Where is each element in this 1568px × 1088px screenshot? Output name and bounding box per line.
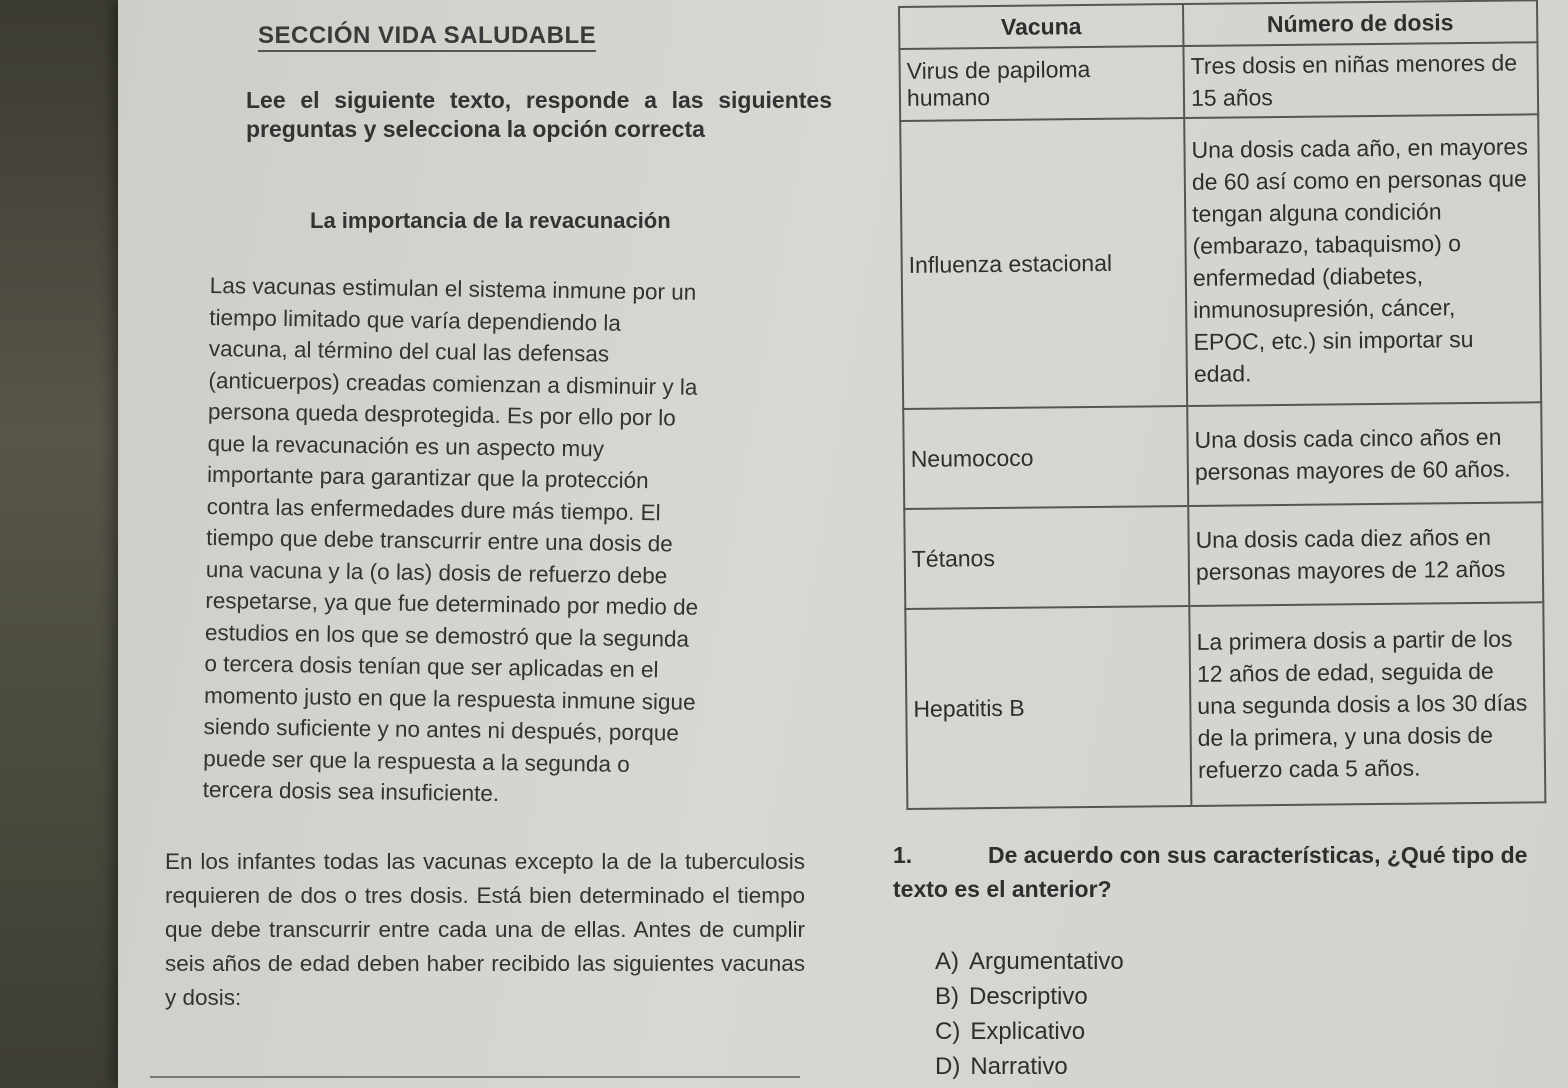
option-c[interactable] [935, 1014, 1124, 1049]
option-b[interactable] [935, 979, 1124, 1014]
option-letter: A) [935, 948, 959, 975]
column-header-dosis: Número de dosis [1183, 0, 1537, 46]
option-text: Descriptivo [969, 983, 1088, 1010]
option-a[interactable] [935, 944, 1124, 979]
dose-cell: Una dosis cada año, en mayores de 60 así como en personas que tengan alguna condición (embarazo, tabaquismo) o enfermedad (diabetes, inmunosupresión, cáncer, EPOC, etc.) sin importar su edad. [1184, 114, 1541, 406]
article-line: tiempo que debe transcurrir entre una dosis de [206, 524, 673, 557]
article-line: contra las enfermedades dure más tiempo. El [206, 493, 661, 525]
article-line: que la revacunación es un aspecto muy [207, 430, 605, 462]
section-title: SECCIÓN VIDA SALUDABLE [258, 22, 596, 52]
article-line: persona queda desprotegida. Es por ello por lo [207, 398, 676, 431]
article-line: tiempo limitado que varía dependiendo la [209, 304, 622, 336]
article-line: vacuna, al término del cual las defensas [208, 335, 610, 367]
question-text: De acuerdo con sus características, ¿Qué tipo de texto es el anterior? [893, 842, 1528, 902]
dose-cell: Una dosis cada cinco años en personas mayores de 60 años. [1187, 402, 1542, 506]
article-title: La importancia de la revacunación [310, 208, 671, 233]
vaccine-cell: Influenza estacional [900, 118, 1187, 409]
article-line: estudios en los que se demostró que la segunda [204, 619, 690, 652]
question-number: 1. [893, 842, 913, 868]
article-line: una vacuna y la (o las) dosis de refuerzo debe [205, 556, 668, 588]
dose-cell: Tres dosis en niñas menores de 15 años [1183, 42, 1538, 118]
article-line: tercera dosis sea insuficiente. [202, 776, 500, 807]
table-row [899, 42, 1538, 121]
vaccine-cell: Tétanos [904, 506, 1189, 609]
article-line: Las vacunas estimulan el sistema inmune por un [209, 272, 697, 305]
dose-cell: Una dosis cada diez años en personas mayores de 12 años [1188, 502, 1543, 606]
article-line: importante para garantizar que la protección [206, 461, 649, 494]
table-row [905, 602, 1545, 809]
article-paragraph-1 [203, 270, 822, 814]
table-row [904, 502, 1543, 609]
divider [150, 1076, 800, 1078]
column-header-vacuna: Vacuna [899, 4, 1183, 49]
answer-options [935, 944, 1124, 1084]
article-line: respetarse, ya que fue determinado por medio de [205, 587, 699, 620]
table-header-row [899, 0, 1537, 49]
option-text: Argumentativo [969, 948, 1124, 975]
option-text: Narrativo [970, 1053, 1068, 1080]
vaccine-cell: Neumococo [903, 406, 1188, 509]
vaccine-cell: Hepatitis B [905, 606, 1191, 809]
dose-cell: La primera dosis a partir de los 12 años de edad, seguida de una segunda dosis a los 30 días de la primera, y una dosis de refuerzo cada 5 años. [1189, 602, 1545, 806]
table-row [903, 402, 1542, 509]
article-line: (anticuerpos) creadas comienzan a disminuir y la [208, 367, 698, 400]
option-text: Explicativo [970, 1018, 1086, 1045]
question-1 [893, 838, 1533, 906]
article-line: momento justo en que la respuesta inmune sigue [203, 682, 696, 715]
instructions: Lee el siguiente texto, responde a las siguientes preguntas y selecciona la opción correcta [246, 87, 832, 142]
option-letter: B) [935, 983, 959, 1010]
option-letter: D) [935, 1053, 961, 1080]
article-line: o tercera dosis tenían que ser aplicadas en el [204, 650, 659, 683]
option-d[interactable] [935, 1049, 1124, 1084]
table-row [900, 114, 1541, 409]
article-line: puede ser que la respuesta a la segunda o [203, 745, 630, 777]
vaccine-table [898, 0, 1546, 810]
option-letter: C) [935, 1018, 961, 1045]
vaccine-cell: Virus de papiloma humano [899, 46, 1184, 121]
article-paragraph-2: En los infantes todas las vacunas excepto la de la tuberculosis requieren de dos o tres dosis. Está bien determinado el tiempo que debe transcurrir entre cada una de ellas. Antes de cumplir seis años de edad deben haber recibido las siguientes vacunas y dosis: [165, 849, 805, 1010]
article-line: siendo suficiente y no antes ni después, porque [203, 713, 680, 746]
